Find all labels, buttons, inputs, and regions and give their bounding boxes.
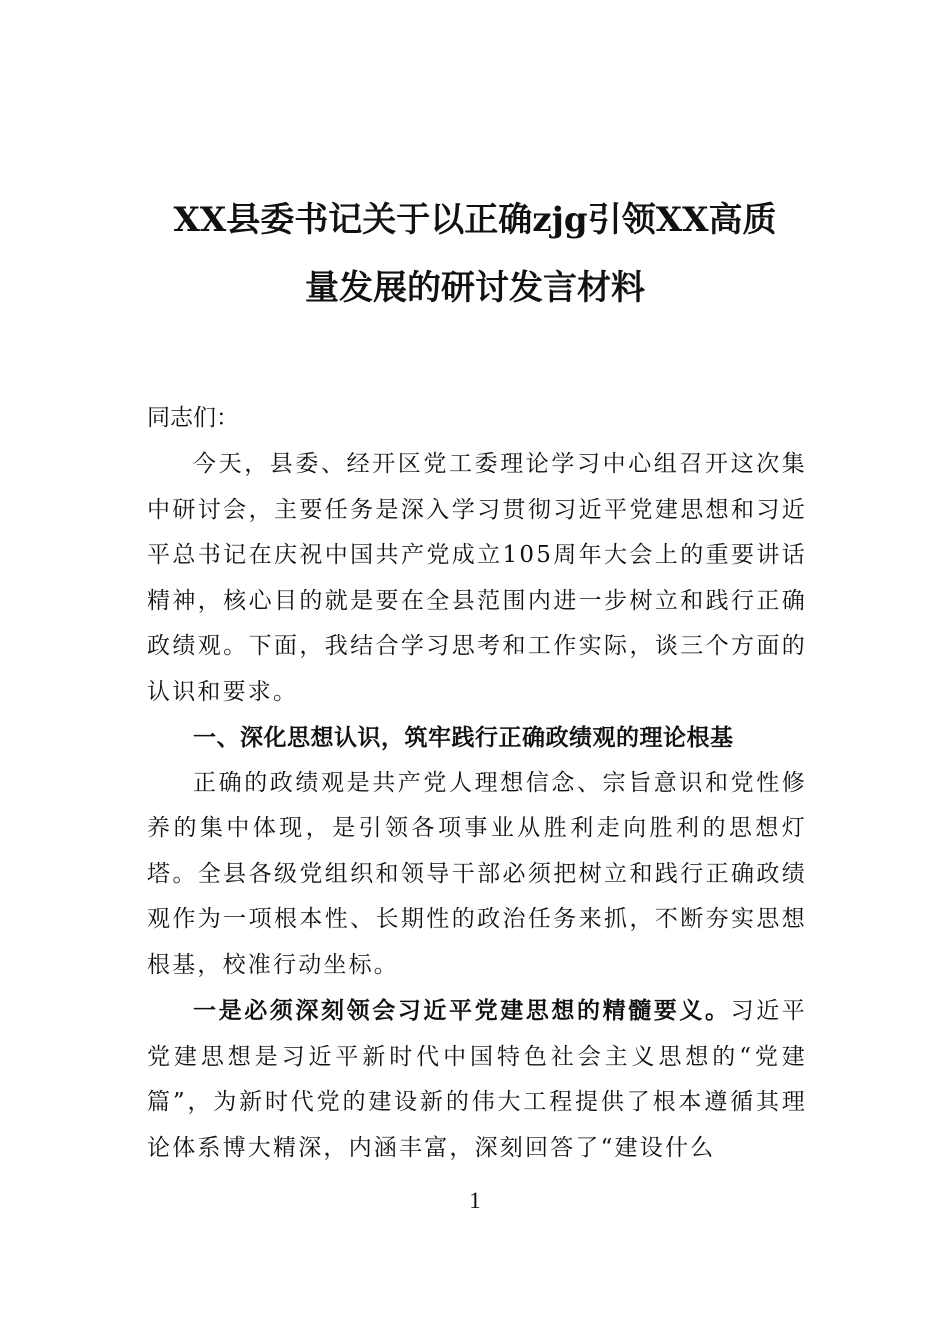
intro-paragraph: 今天，县委、经开区党工委理论学习中心组召开这次集中研讨会，主要任务是深入学习贯彻习近平党建思想和习近平总书记在庆祝中国共产党成立105周年大会上的重要讲话精神，核心目的就是要在全县范围内进一步树立和践行正确政绩观。下面，我结合学习思考和工作实际，谈三个方面的认识和要求。 <box>147 451 807 705</box>
document-body <box>147 442 807 1171</box>
point-1-lead: 一是必须深刻领会习近平党建思想的精髓要义。 <box>193 997 731 1024</box>
section-1-heading: 一、深化思想认识，筑牢践行正确政绩观的理论根基 <box>193 724 734 751</box>
document-title-line-1: XX县委书记关于以正确zjg引领XX高质 <box>173 200 777 240</box>
point-1-paragraph <box>147 988 807 1171</box>
salutation: 同志们： <box>147 405 239 431</box>
page-number: 1 <box>469 1188 481 1213</box>
section-1-paragraph: 正确的政绩观是共产党人理想信念、宗旨意识和党性修养的集中体现，是引领各项事业从胜利走向胜利的思想灯塔。全县各级党组织和领导干部必须把树立和践行正确政绩观作为一项根本性、长期性的政治任务来抓，不断夯实思想根基，校准行动坐标。 <box>147 769 807 978</box>
point-1-text: 习近平党建思想是习近平新时代中国特色社会主义思想的“党建篇”，为新时代党的建设新的伟大工程提供了根本遵循其理论体系博大精深，内涵丰富，深刻回答了“建设什么 <box>147 998 807 1161</box>
document-title-line-2: 量发展的研讨发言材料 <box>305 268 645 308</box>
